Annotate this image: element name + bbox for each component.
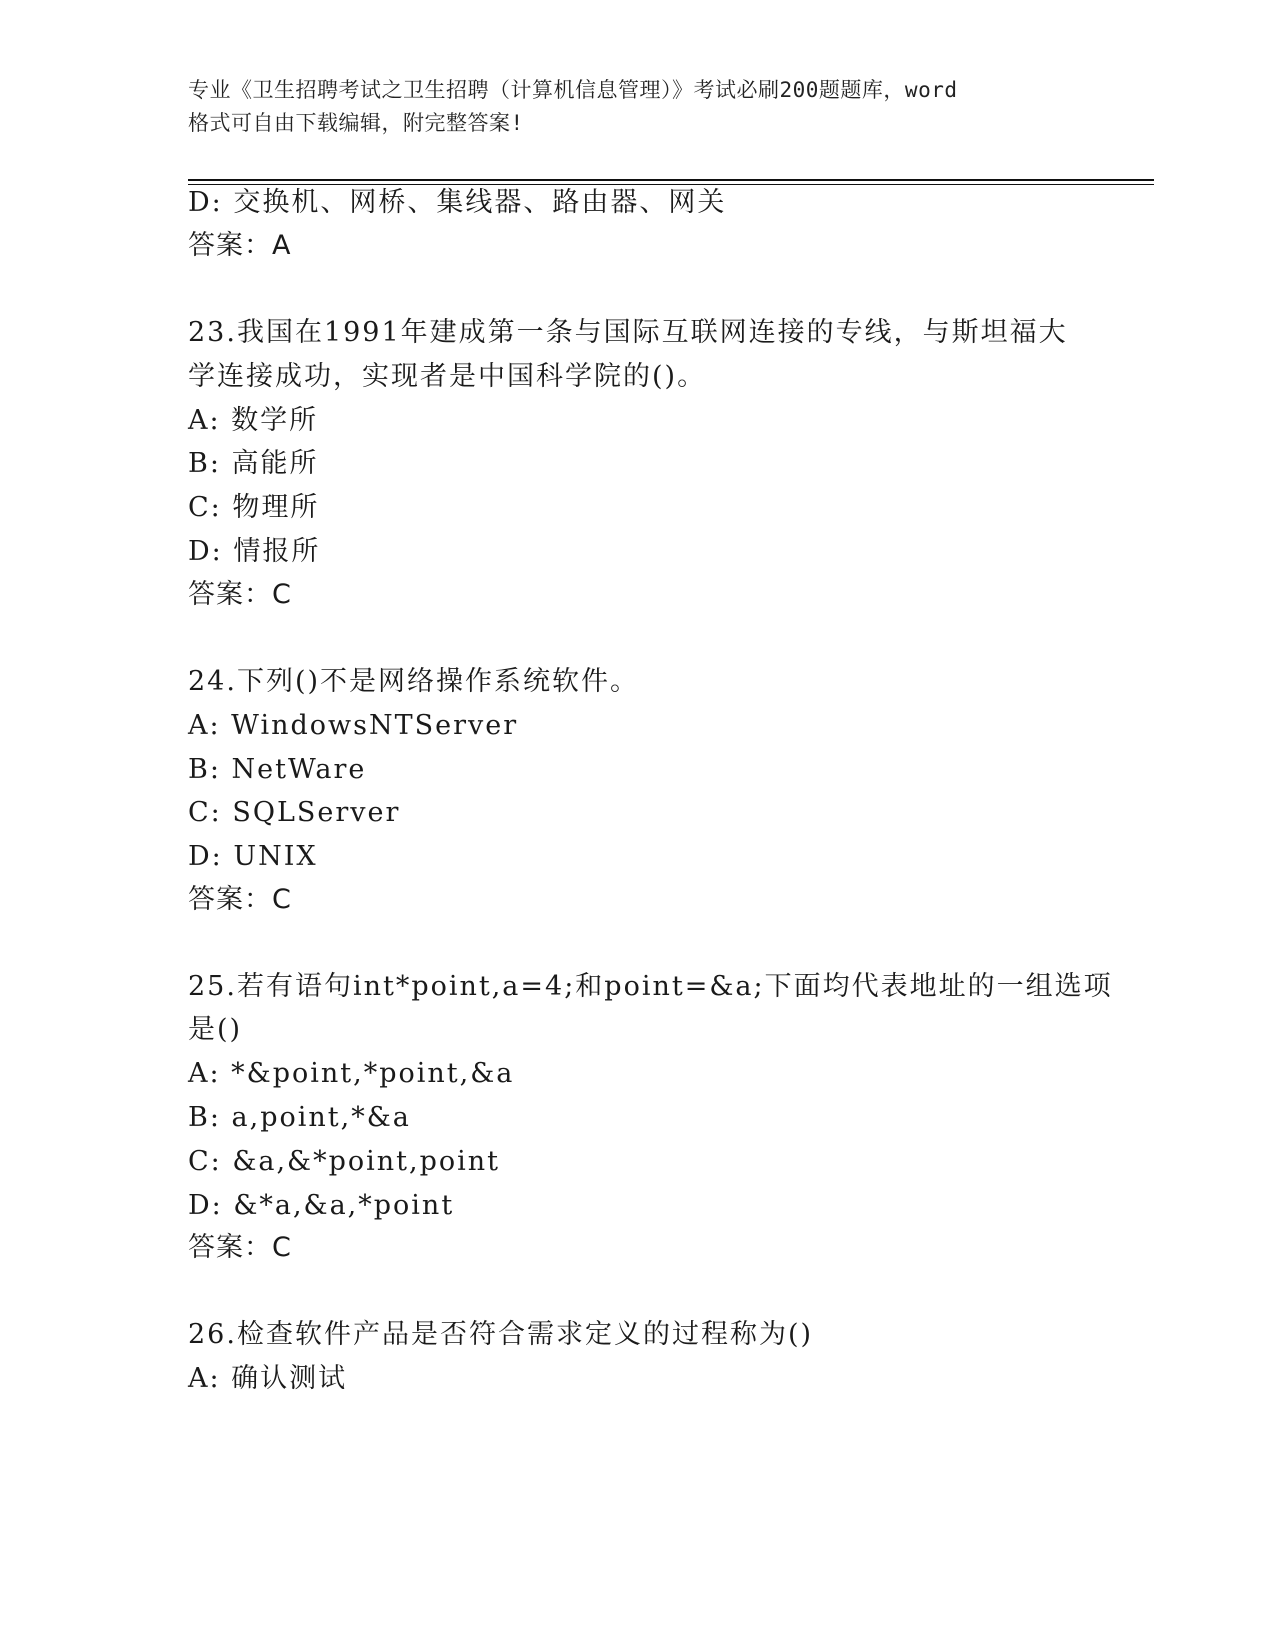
question-26-stem-line-1: 26.检查软件产品是否符合需求定义的过程称为(): [188, 1319, 814, 1350]
question-25-option-c: C: &a,&*point,point: [188, 1146, 500, 1177]
question-24-option-c: C: SQLServer: [188, 797, 401, 828]
question-24-option-a: A: WindowsNTServer: [188, 710, 519, 741]
question-25-stem-line-2: 是(): [188, 1014, 243, 1045]
question-23-option-b: B: 高能所: [188, 448, 319, 479]
prev-answer: 答案：A: [188, 230, 292, 261]
question-25-option-a: A: *&point,*point,&a: [188, 1058, 515, 1089]
header-divider-thin: [188, 184, 1154, 185]
question-26-option-a: A: 确认测试: [188, 1363, 348, 1394]
question-25-stem-line-1: 25.若有语句int*point,a=4;和point=&a;下面均代表地址的一组选项: [188, 971, 1113, 1002]
question-23-stem-line-2: 学连接成功，实现者是中国科学院的()。: [188, 361, 707, 392]
question-25-answer: 答案：C: [188, 1232, 292, 1263]
prev-option-d: D: 交换机、网桥、集线器、路由器、网关: [188, 187, 727, 218]
question-23-answer: 答案：C: [188, 579, 292, 610]
question-24-option-b: B: NetWare: [188, 754, 367, 785]
question-25-option-b: B: a,point,*&a: [188, 1102, 411, 1133]
document-header: [188, 74, 1088, 140]
question-23-option-c: C: 物理所: [188, 492, 320, 523]
header-line-2: 格式可自由下载编辑，附完整答案!: [188, 111, 524, 135]
question-24-option-d: D: UNIX: [188, 841, 318, 872]
question-23-stem-line-1: 23.我国在1991年建成第一条与国际互联网连接的专线，与斯坦福大: [188, 317, 1068, 348]
question-24-stem-line-1: 24.下列()不是网络操作系统软件。: [188, 666, 640, 697]
question-25-option-d: D: &*a,&a,*point: [188, 1190, 455, 1221]
header-divider-thick: [188, 179, 1154, 181]
question-24-answer: 答案：C: [188, 884, 292, 915]
question-23-option-d: D: 情报所: [188, 536, 321, 567]
header-line-1: 专业《卫生招聘考试之卫生招聘（计算机信息管理）》考试必刷200题题库，word: [188, 78, 958, 102]
question-23-option-a: A: 数学所: [188, 405, 319, 436]
